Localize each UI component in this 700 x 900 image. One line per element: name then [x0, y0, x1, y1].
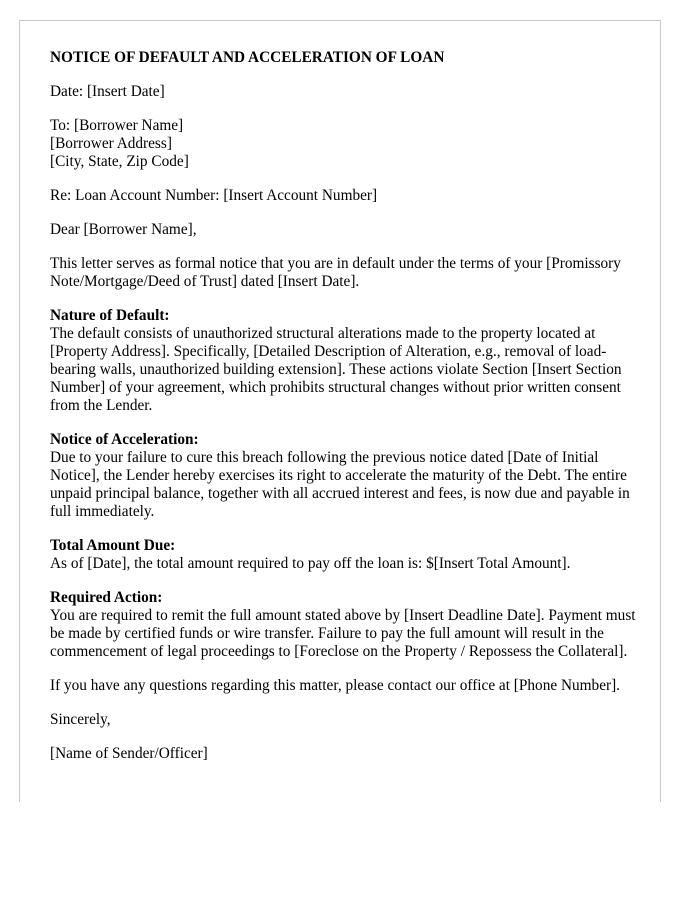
letter-page — [19, 20, 661, 802]
salutation: Dear [Borrower Name], — [50, 221, 197, 238]
section-heading: Total Amount Due: — [50, 537, 176, 554]
section-body: The default consists of unauthorized structural alterations made to the property located at [Property Address]. Specifically, [Detailed Description of Alteration, e.g., removal of load-bearing walls, unauthorized building extension]. These actions violate Section [Insert Section Number] of your agreement, which prohibits structural changes without prior written consent from the Lender. — [50, 325, 622, 414]
section-total-amount-due — [50, 537, 636, 573]
letter-content — [50, 49, 636, 763]
contact-paragraph: If you have any questions regarding this matter, please contact our office at [Phone Number]. — [50, 677, 621, 694]
section-notice-of-acceleration — [50, 431, 636, 521]
document-title: NOTICE OF DEFAULT AND ACCELERATION OF LOAN — [50, 49, 445, 66]
section-body: You are required to remit the full amount stated above by [Insert Deadline Date]. Payment must be made by certified funds or wire transfer. Failure to pay the full amount will result in the commencement of legal proceedings to [Foreclose on the Property / Repossess the Collateral]. — [50, 607, 636, 660]
intro-paragraph: This letter serves as formal notice that you are in default under the terms of your [Promissory Note/Mortgage/Deed of Trust] dated [Insert Date]. — [50, 255, 621, 290]
section-heading: Notice of Acceleration: — [50, 431, 199, 448]
section-heading: Required Action: — [50, 589, 163, 606]
recipient-city-state-zip: [City, State, Zip Code] — [50, 153, 189, 170]
date-line: Date: [Insert Date] — [50, 83, 165, 100]
signature: [Name of Sender/Officer] — [50, 745, 208, 762]
section-heading: Nature of Default: — [50, 307, 170, 324]
section-body: Due to your failure to cure this breach following the previous notice dated [Date of Initial Notice], the Lender hereby exercises its right to accelerate the maturity of the Debt. The entire unpaid principal balance, together with all accrued interest and fees, is now due and payable in full immediately. — [50, 449, 630, 520]
section-required-action — [50, 589, 636, 661]
reference-line: Re: Loan Account Number: [Insert Account Number] — [50, 187, 378, 204]
section-nature-of-default — [50, 307, 636, 415]
section-body: As of [Date], the total amount required to pay off the loan is: $[Insert Total Amount]. — [50, 555, 571, 572]
recipient-block — [50, 117, 636, 171]
recipient-address: [Borrower Address] — [50, 135, 172, 152]
recipient-name: To: [Borrower Name] — [50, 117, 184, 134]
closing: Sincerely, — [50, 711, 111, 728]
